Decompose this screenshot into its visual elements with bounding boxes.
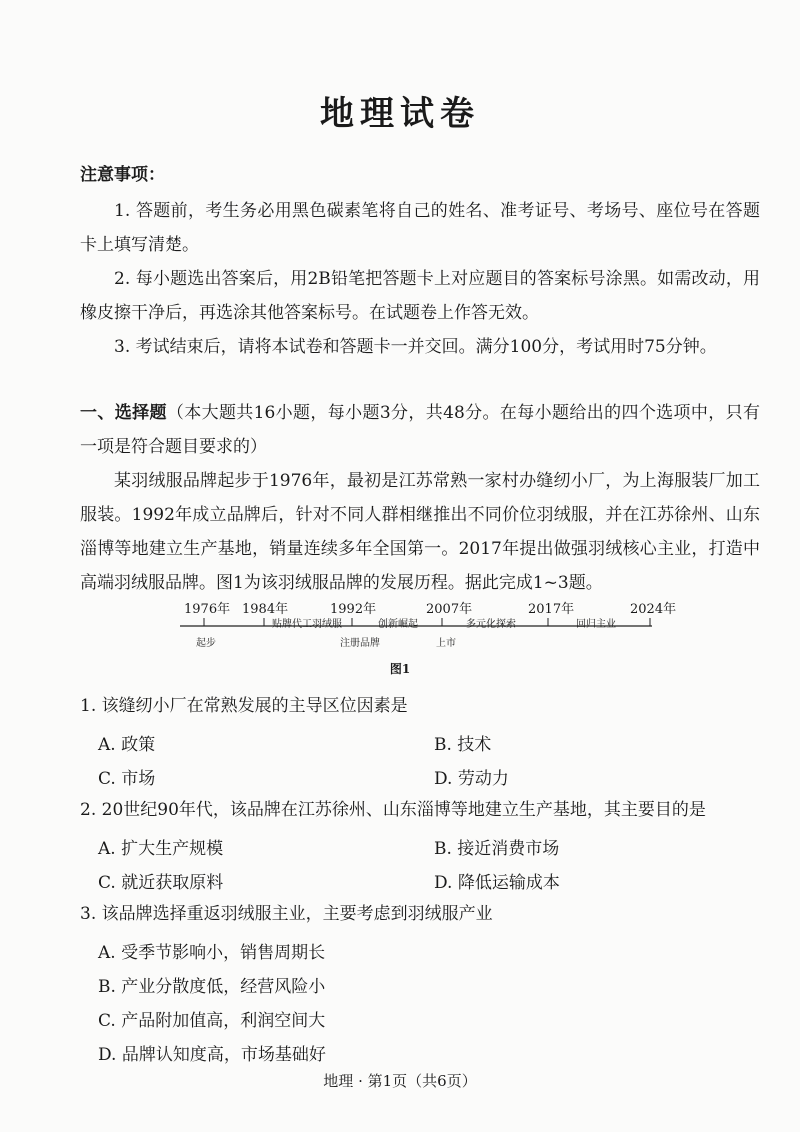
timeline-stage-listing: 上市 xyxy=(436,638,456,649)
question-2-option-d[interactable]: D. 降低运输成本 xyxy=(434,873,560,893)
question-3-option-c[interactable]: C. 产品附加值高，利润空间大 xyxy=(98,1011,326,1031)
timeline-stage-register: 注册品牌 xyxy=(340,638,380,649)
notice-heading: 注意事项： xyxy=(80,165,165,185)
material-text: 某羽绒服品牌起步于1976年，最初是江苏常熟一家村办缝纫小厂，为上海服装厂加工服装。1992年成立品牌后，针对不同人群相继推出不同价位羽绒服，并在江苏徐州、山东淄博等地建立生产基地，销量连续多年全国第一。2017年提出做强羽绒核心主业，打造中高端羽绒服品牌。图1为该羽绒服品牌的发展历程。据此完成1~3题。 xyxy=(80,471,760,593)
question-3-option-b[interactable]: B. 产业分散度低，经营风险小 xyxy=(98,977,326,997)
timeline-stage-oem: 贴牌代工羽绒服 xyxy=(272,619,342,630)
question-1-stem: 1. 该缝纫小厂在常熟发展的主导区位因素是 xyxy=(80,696,408,716)
page-footer: 地理 · 第1页（共6页） xyxy=(323,1072,477,1090)
question-2-option-c[interactable]: C. 就近获取原料 xyxy=(98,873,224,893)
question-1-option-a[interactable]: A. 政策 xyxy=(98,735,156,755)
question-1-option-d[interactable]: D. 劳动力 xyxy=(434,769,509,789)
section-heading: 一、选择题 xyxy=(80,403,167,423)
section-description: （本大题共16小题，每小题3分，共48分。在每小题给出的四个选项中，只有一项是符合题目要求的） xyxy=(80,403,761,457)
timeline-stage-diversification: 多元化探索 xyxy=(466,619,516,630)
notice-item-3: 3. 考试结束后，请将本试卷和答题卡一并交回。满分100分，考试用时75分钟。 xyxy=(114,337,717,357)
timeline-year-1976: 1976年 xyxy=(184,602,231,617)
question-3-option-d[interactable]: D. 品牌认知度高，市场基础好 xyxy=(98,1045,326,1065)
section-heading-block xyxy=(80,396,760,464)
question-3-option-a[interactable]: A. 受季节影响小，销售周期长 xyxy=(98,943,326,963)
figure-caption: 图1 xyxy=(389,662,411,676)
question-1-option-c[interactable]: C. 市场 xyxy=(98,769,156,789)
question-2-stem: 2. 20世纪90年代，该品牌在江苏徐州、山东淄博等地建立生产基地，其主要目的是 xyxy=(80,800,706,820)
timeline-stage-start: 起步 xyxy=(196,638,216,649)
question-2-option-a[interactable]: A. 扩大生产规模 xyxy=(98,839,224,859)
timeline-year-2007: 2007年 xyxy=(426,602,473,617)
timeline-year-1984: 1984年 xyxy=(242,602,289,617)
page-title: 地理试卷 xyxy=(320,94,480,134)
notice-item-2: 2. 每小题选出答案后，用2B铅笔把答题卡上对应题目的答案标号涂黑。如需改动，用橡皮擦干净后，再选涂其他答案标号。在试题卷上作答无效。 xyxy=(80,269,760,323)
question-1-option-b[interactable]: B. 技术 xyxy=(434,735,492,755)
question-3-stem: 3. 该品牌选择重返羽绒服主业，主要考虑到羽绒服产业 xyxy=(80,904,493,924)
question-2-option-b[interactable]: B. 接近消费市场 xyxy=(434,839,560,859)
timeline-stage-innovation: 创新崛起 xyxy=(378,619,418,630)
timeline-year-2024: 2024年 xyxy=(630,602,677,617)
notice-item-1: 1. 答题前，考生务必用黑色碳素笔将自己的姓名、准考证号、考场号、座位号在答题卡上填写清楚。 xyxy=(80,201,760,255)
timeline-figure xyxy=(180,598,677,658)
timeline-year-1992: 1992年 xyxy=(330,602,377,617)
timeline-stage-return: 回归主业 xyxy=(576,619,616,630)
timeline-year-2017: 2017年 xyxy=(528,602,575,617)
